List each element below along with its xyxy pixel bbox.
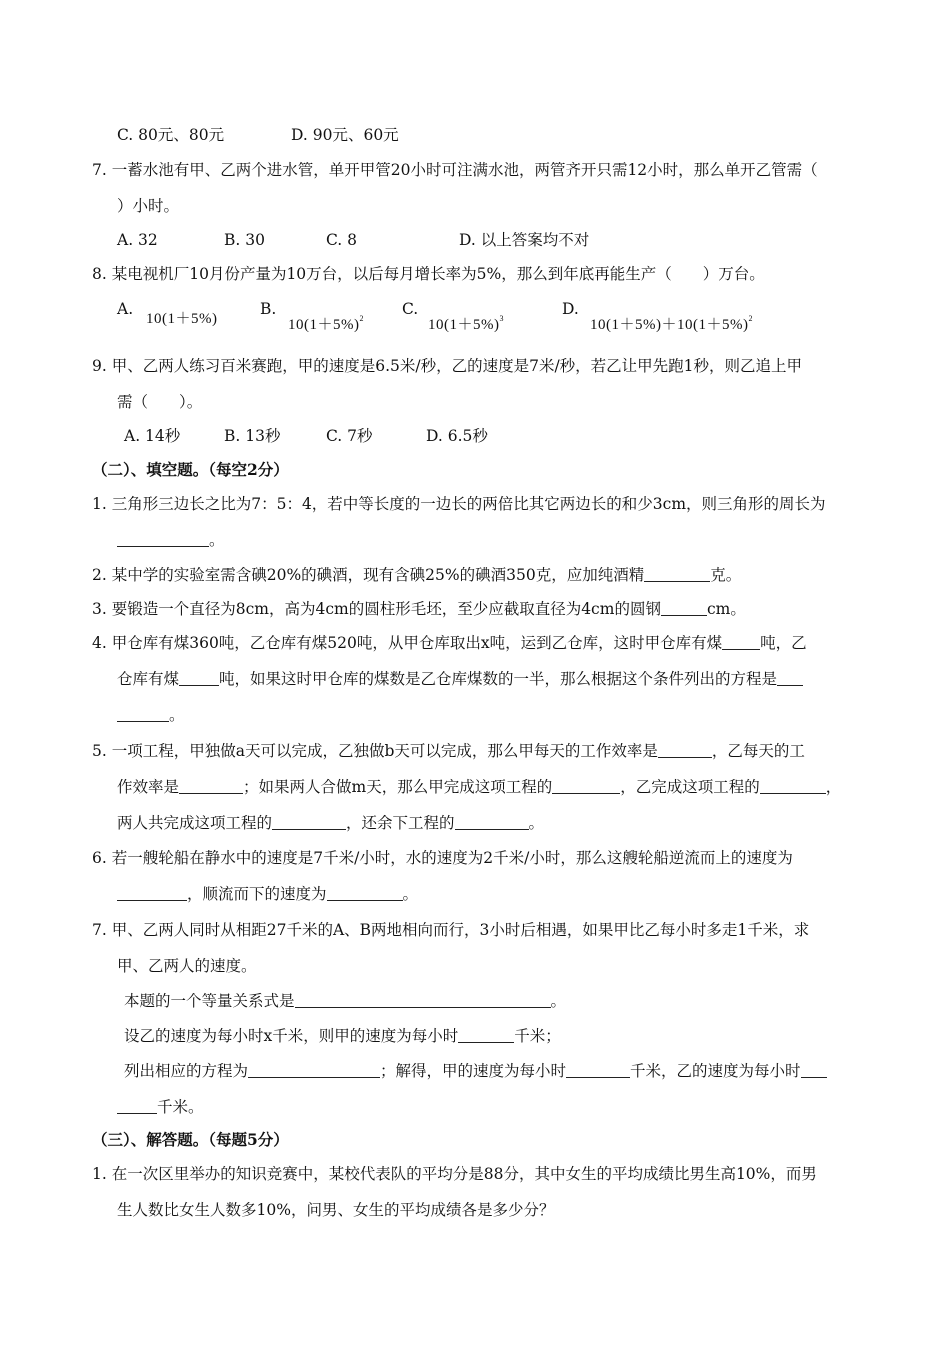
q8-text: 8. 某电视机厂10月份产量为10万台，以后每月增长率为5%，那么到年底再能生产（ ）万台。 — [92, 265, 765, 283]
q9-option-c: C. 7秒 — [326, 427, 373, 445]
q8-label-a: A. — [117, 300, 134, 318]
fill-1-line1: 1. 三角形三边长之比为7：5：4，若中等长度的一边长的两倍比其它两边长的和少3cm，则三角形的周长为 — [92, 495, 826, 513]
fill-1-line2: 。 — [117, 530, 225, 550]
section-answer-title: （三）、解答题。（每题5分） — [92, 1130, 289, 1149]
fill-4-line3: 。 — [117, 705, 185, 725]
q7-option-a: A. 32 — [117, 231, 158, 249]
fill-7-line2: 甲、乙两人的速度。 — [117, 957, 257, 975]
q8-expr-b: $10(1+5\%)^2$ — [288, 314, 364, 333]
q7-text-line2: ）小时。 — [117, 197, 180, 215]
answer-1-line2: 生人数比女生人数多10%，问男、女生的平均成绩各是多少分？ — [117, 1201, 555, 1219]
q6-option-d: D. 90元、60元 — [291, 126, 399, 144]
fill-5-line2: 作效率是 ；如果两人合做m天，那么甲完成这项工程的 ，乙完成这项工程的 ， — [117, 778, 842, 796]
fill-5-line1: 5. 一项工程，甲独做a天可以完成，乙独做b天可以完成，那么甲每天的工作效率是 ，乙每天的工 — [92, 742, 805, 760]
fill-4-line2: 仓库有煤 吨，如果这时甲仓库的煤数是乙仓库煤数的一半，那么根据这个条件列出的方程是 — [117, 669, 803, 689]
fill-7-line4: 设乙的速度为每小时x千米，则甲的速度为每小时 千米； — [124, 1027, 561, 1045]
q8-label-d: D. — [562, 300, 579, 318]
q7-option-c: C. 8 — [326, 231, 358, 249]
q8-label-c: C. — [402, 300, 419, 318]
q9-text-line2: 需（ ）。 — [117, 393, 203, 411]
answer-1-line1: 1. 在一次区里举办的知识竞赛中，某校代表队的平均分是88分，其中女生的平均成绩比男生高10%，而男 — [92, 1165, 817, 1183]
q8-label-b: B. — [260, 300, 277, 318]
fill-7-line1: 7. 甲、乙两人同时从相距27千米的A、B两地相向而行，3小时后相遇，如果甲比乙每小时多走1千米，求 — [92, 921, 810, 939]
fill-3: 3. 要锻造一个直径为8cm，高为4cm的圆柱形毛坯，至少应截取直径为4cm的圆钢 cm。 — [92, 600, 746, 618]
q9-text-line1: 9. 甲、乙两人练习百米赛跑，甲的速度是6.5米/秒，乙的速度是7米/秒，若乙让甲先跑1秒，则乙追上甲 — [92, 357, 803, 375]
fill-2: 2. 某中学的实验室需含碘20%的碘酒，现有含碘25%的碘酒350克，应加纯酒精 克。 — [92, 566, 742, 584]
section-fill-title: （二）、填空题。（每空2分） — [92, 460, 289, 479]
q8-expr-d: $10(1+5\%)+10(1+5\%)^2$ — [590, 314, 753, 333]
fill-5-line3: 两人共完成这项工程的 ，还余下工程的 。 — [117, 814, 545, 832]
fill-6-line2: ，顺流而下的速度为 。 — [117, 884, 418, 904]
fill-7-line6: 千米。 — [117, 1097, 204, 1117]
fill-7-line5: 列出相应的方程为 ；解得，甲的速度为每小时 千米，乙的速度为每小时 — [124, 1061, 827, 1081]
q7-option-b: B. 30 — [224, 231, 265, 249]
q7-option-d: D. 以上答案均不对 — [459, 231, 590, 249]
fill-4-line1: 4. 甲仓库有煤360吨，乙仓库有煤520吨，从甲仓库取出x吨，运到乙仓库，这时甲仓库有煤 吨，乙 — [92, 634, 807, 652]
q9-option-d: D. 6.5秒 — [426, 427, 488, 445]
q8-expr-c: $10(1+5\%)^3$ — [428, 314, 504, 333]
q9-option-b: B. 13秒 — [224, 427, 281, 445]
fill-7-line3: 本题的一个等量关系式是 。 — [124, 992, 567, 1010]
fill-6-line1: 6. 若一艘轮船在静水中的速度是7千米/小时，水的速度为2千米/小时，那么这艘轮船逆流而上的速度为 — [92, 849, 793, 867]
q7-text-line1: 7. 一蓄水池有甲、乙两个进水管，单开甲管20小时可注满水池，两管齐开只需12小时，那么单开乙管需（ — [92, 161, 818, 179]
q9-option-a: A. 14秒 — [124, 427, 181, 445]
q6-option-c: C. 80元、80元 — [117, 126, 225, 144]
q8-expr-a: 10(1＋5%) — [146, 311, 218, 327]
